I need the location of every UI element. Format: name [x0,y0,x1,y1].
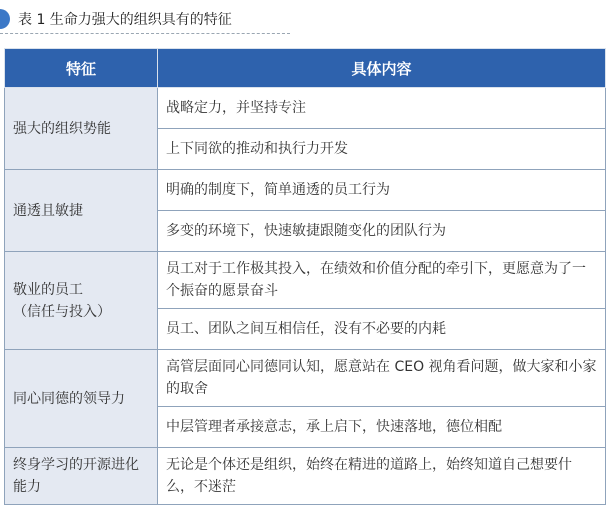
table-row [5,170,606,211]
feature-cell: 强大的组织势能 [5,88,158,170]
content-cell: 高管层面同心同德同认知，愿意站在 CEO 视角看问题，做大家和小家的取舍 [158,350,606,407]
content-cell: 中层管理者承接意志，承上启下，快速落地，德位相配 [158,407,606,448]
caption-text: 表 1 生命力强大的组织具有的特征 [18,12,232,28]
table-row [5,350,606,407]
table-row [5,88,606,129]
content-cell: 无论是个体还是组织，始终在精进的道路上，始终知道自己想要什么，不迷茫 [158,448,606,505]
table-row [5,252,606,309]
table-caption [0,6,232,32]
caption-underline [0,33,290,34]
feature-cell: 敬业的员工 （信任与投入） [5,252,158,350]
content-cell: 员工对于工作极其投入，在绩效和价值分配的牵引下，更愿意为了一个振奋的愿景奋斗 [158,252,606,309]
table-row [5,448,606,505]
feature-table [4,48,606,505]
content-cell: 多变的环境下，快速敏捷跟随变化的团队行为 [158,211,606,252]
header-feature: 特征 [5,49,158,88]
table-header-row [5,49,606,88]
content-cell: 员工、团队之间互相信任，没有不必要的内耗 [158,309,606,350]
caption-marker [0,9,10,29]
content-cell: 战略定力，并坚持专注 [158,88,606,129]
content-cell: 上下同欲的推动和执行力开发 [158,129,606,170]
header-content: 具体内容 [158,49,606,88]
feature-cell: 通透且敏捷 [5,170,158,252]
feature-cell: 终身学习的开源进化能力 [5,448,158,505]
content-cell: 明确的制度下，简单通透的员工行为 [158,170,606,211]
feature-cell: 同心同德的领导力 [5,350,158,448]
